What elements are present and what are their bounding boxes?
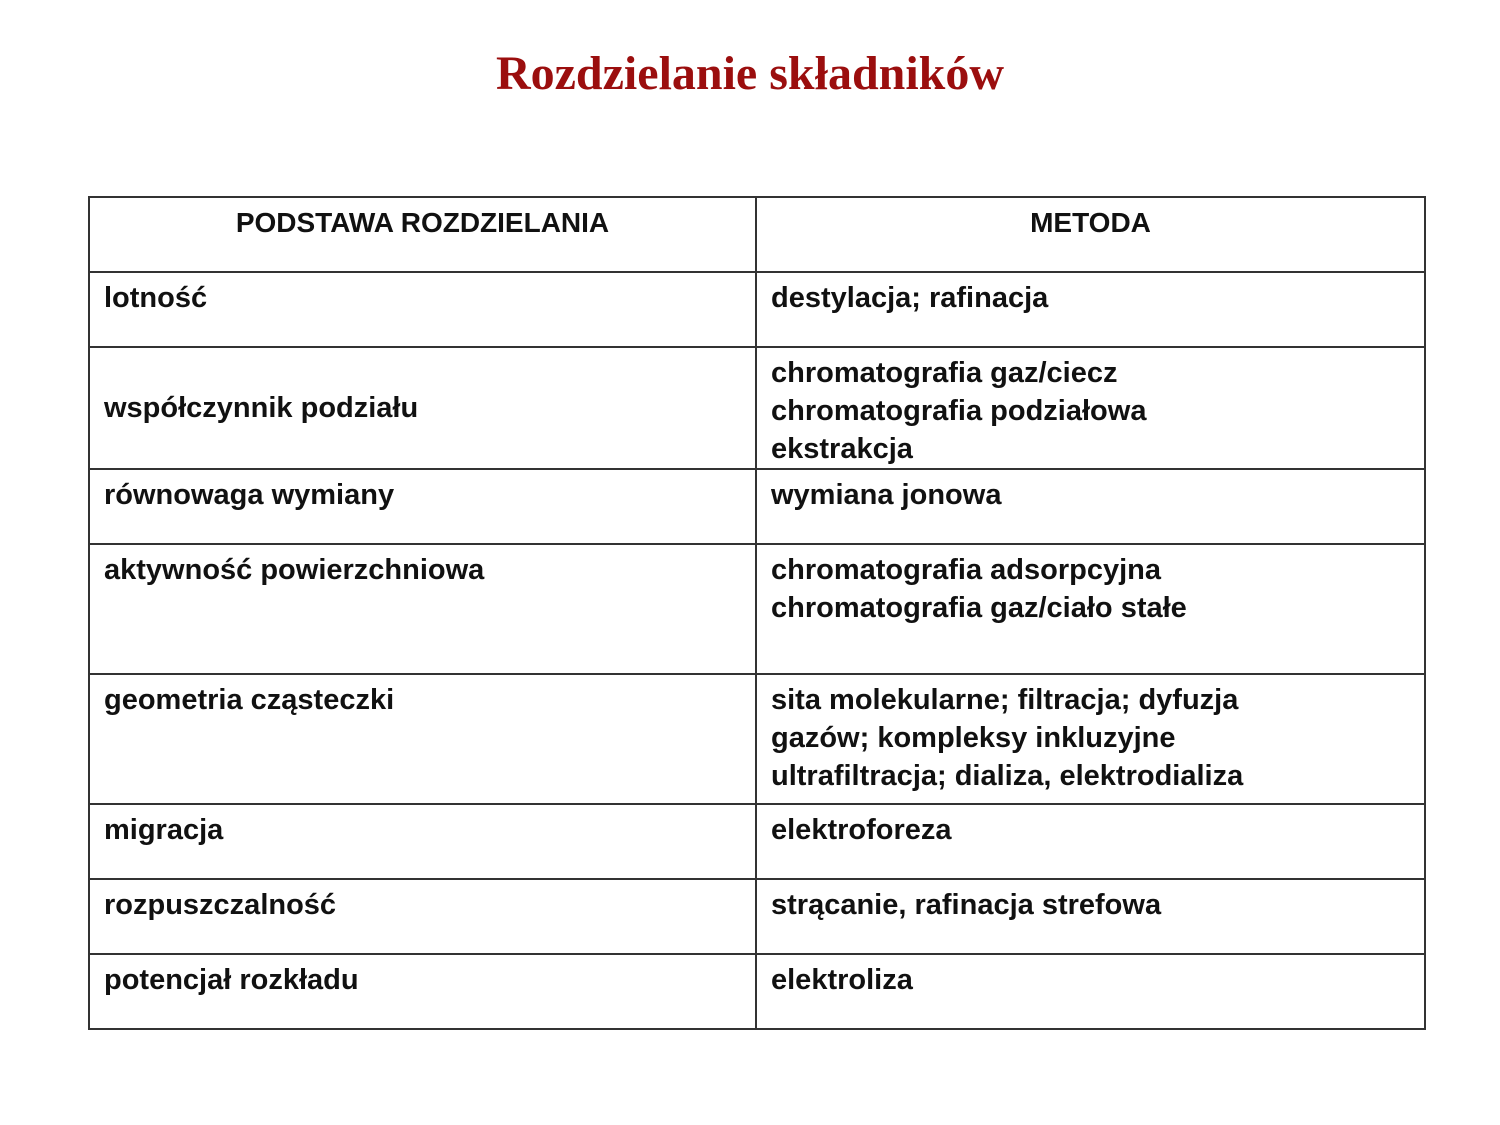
basis-cell: aktywność powierzchniowa [89,544,756,674]
table-row [89,804,1425,879]
method-line: ultrafiltracja; dializa, elektrodializa [771,760,1244,792]
basis-cell: lotność [89,272,756,347]
method-line: chromatografia gaz/ciało stałe [771,592,1187,624]
method-cell [756,674,1425,804]
basis-cell: współczynnik podziału [89,347,756,469]
table-row [89,954,1425,1029]
method-line: sita molekularne; filtracja; dyfuzja [771,684,1239,716]
basis-cell: rozpuszczalność [89,879,756,954]
separation-methods-table [88,196,1426,1030]
table-row [89,347,1425,469]
method-cell [756,804,1425,879]
method-line: elektroforeza [771,814,952,846]
method-cell [756,544,1425,674]
table-row [89,469,1425,544]
table-row [89,674,1425,804]
table-row [89,272,1425,347]
basis-cell: potencjał rozkładu [89,954,756,1029]
method-line: chromatografia gaz/ciecz [771,357,1118,389]
table-header-row [89,197,1425,272]
basis-cell: migracja [89,804,756,879]
header-basis: PODSTAWA ROZDZIELANIA [89,197,756,272]
method-line: elektroliza [771,964,913,996]
method-line: chromatografia adsorpcyjna [771,554,1161,586]
method-line: strącanie, rafinacja strefowa [771,889,1162,921]
basis-cell: geometria cząsteczki [89,674,756,804]
method-cell [756,347,1425,469]
method-line: wymiana jonowa [771,479,1002,511]
method-cell [756,954,1425,1029]
method-line: chromatografia podziałowa [771,395,1147,427]
method-line: ekstrakcja [771,433,913,465]
slide-title: Rozdzielanie składników [495,47,1005,100]
method-cell [756,272,1425,347]
method-line: gazów; kompleksy inkluzyjne [771,722,1176,754]
method-line: destylacja; rafinacja [771,282,1049,314]
method-cell [756,469,1425,544]
table-row [89,544,1425,674]
method-cell [756,879,1425,954]
table-row [89,879,1425,954]
header-method: METODA [756,197,1425,272]
basis-cell: równowaga wymiany [89,469,756,544]
